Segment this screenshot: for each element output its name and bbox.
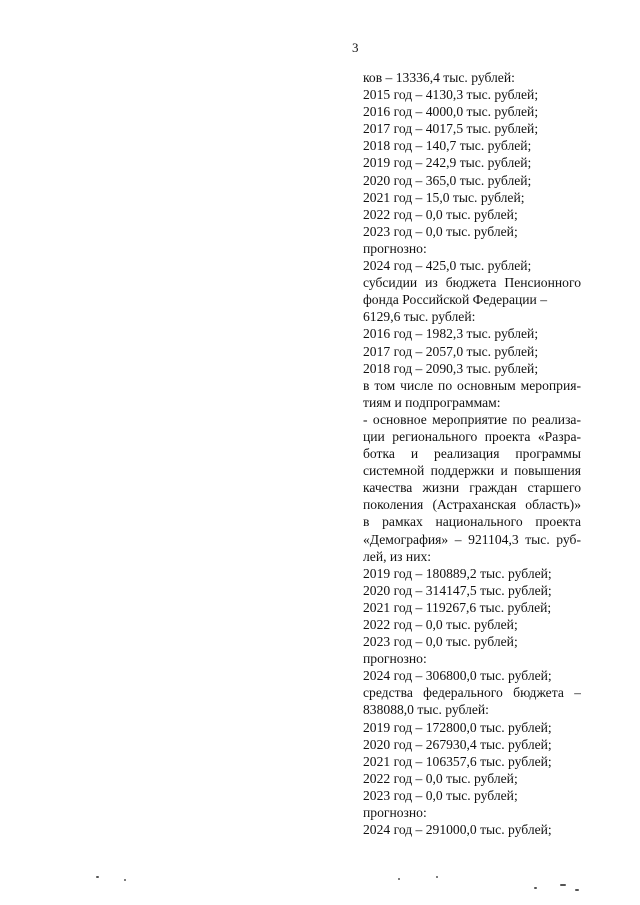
text-line: 838088,0 тыс. рублей: — [363, 702, 489, 718]
text-line: 2021 год – 15,0 тыс. рублей; — [363, 189, 525, 205]
text-line: 2017 год – 2057,0 тыс. рублей; — [363, 343, 539, 359]
text-line: 2018 год – 140,7 тыс. рублей; — [363, 138, 532, 154]
text-line: 2016 год – 4000,0 тыс. рублей; — [363, 104, 539, 120]
text-line: 2020 год – 365,0 тыс. рублей; — [363, 172, 532, 188]
text-line: 2018 год – 2090,3 тыс. рублей; — [363, 360, 539, 376]
text-line: ков – 13336,4 тыс. рублей: — [363, 70, 515, 85]
text-line: средства федерального бюджета – — [363, 685, 581, 701]
page-number: 3 — [352, 40, 359, 55]
text-line: лей, из них: — [363, 548, 432, 564]
text-line: 6129,6 тыс. рублей: — [363, 309, 476, 325]
scan-speck — [534, 887, 537, 889]
text-line: 2023 год – 0,0 тыс. рублей; — [363, 223, 518, 239]
text-line: 2019 год – 180889,2 тыс. рублей; — [363, 565, 552, 581]
text-line: поколения (Астраханская область)» — [363, 497, 581, 513]
text-line: ботка и реализация программы — [363, 446, 581, 462]
text-line: 2022 год – 0,0 тыс. рублей; — [363, 617, 518, 632]
scan-speck — [96, 876, 99, 878]
text-line: системной поддержки и повышения — [363, 463, 581, 479]
text-line: субсидии из бюджета Пенсионного — [363, 275, 581, 291]
text-line: 2023 год – 0,0 тыс. рублей; — [363, 634, 518, 650]
text-line: качества жизни граждан старшего — [363, 480, 581, 496]
text-line: прогнозно: — [363, 651, 427, 667]
text-line: 2020 год – 314147,5 тыс. рублей; — [363, 582, 552, 598]
text-line: прогнозно: — [363, 805, 427, 821]
scan-speck — [560, 884, 566, 886]
text-line: 2022 год – 0,0 тыс. рублей; — [363, 770, 518, 786]
text-line: 2024 год – 306800,0 тыс. рублей; — [363, 668, 552, 684]
text-line: 2019 год – 242,9 тыс. рублей; — [363, 155, 532, 171]
text-line: 2021 год – 106357,6 тыс. рублей; — [363, 753, 552, 769]
text-line: ции регионального проекта «Разра- — [363, 428, 581, 444]
text-line: 2016 год – 1982,3 тыс. рублей; — [363, 326, 539, 342]
scan-speck — [575, 889, 579, 891]
scan-speck — [124, 879, 126, 881]
text-line: 2020 год – 267930,4 тыс. рублей; — [363, 736, 552, 752]
text-line: в том числе по основным мероприя- — [363, 377, 581, 393]
text-line: 2024 год – 291000,0 тыс. рублей; — [363, 822, 552, 838]
text-line: прогнозно: — [363, 240, 427, 256]
text-line: «Демография» – 921104,3 тыс. руб- — [363, 531, 581, 547]
text-line: 2017 год – 4017,5 тыс. рублей; — [363, 121, 539, 137]
text-line: в рамках национального проекта — [363, 514, 581, 530]
text-line: - основное мероприятие по реализа- — [363, 411, 581, 427]
text-line: 2021 год – 119267,6 тыс. рублей; — [363, 599, 552, 615]
text-line: 2024 год – 425,0 тыс. рублей; — [363, 258, 532, 274]
scan-speck — [436, 876, 438, 878]
budget-text-column — [363, 69, 581, 838]
text-line: 2023 год – 0,0 тыс. рублей; — [363, 787, 518, 803]
text-line: 2022 год – 0,0 тыс. рублей; — [363, 206, 518, 222]
text-line: фонда Российской Федерации – — [363, 292, 548, 308]
scan-speck — [398, 878, 400, 880]
text-line: тиям и подпрограммам: — [363, 394, 501, 410]
text-line: 2015 год – 4130,3 тыс. рублей; — [363, 87, 539, 103]
text-line: 2019 год – 172800,0 тыс. рублей; — [363, 719, 552, 735]
